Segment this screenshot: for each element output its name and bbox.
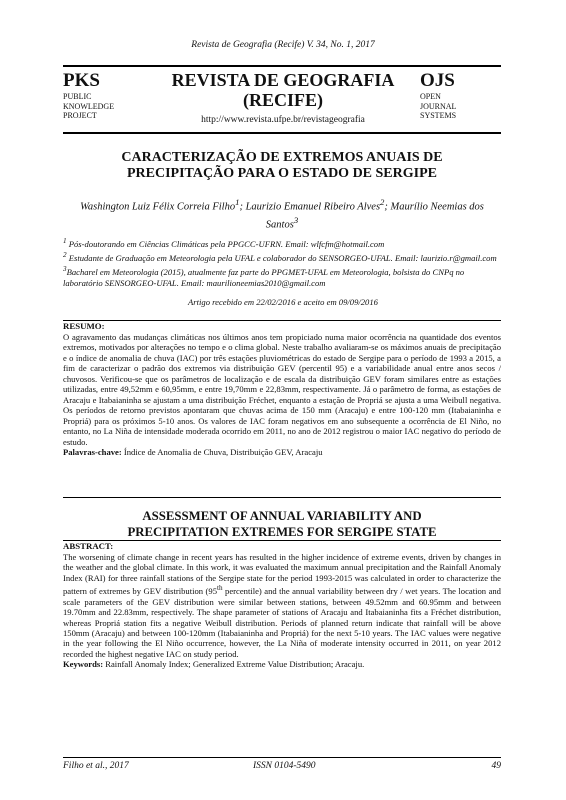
author-name: Maurílio Neemias dos Santos xyxy=(265,201,484,230)
article-title-pt-line2: PRECIPITAÇÃO PARA O ESTADO DE SERGIPE xyxy=(127,166,437,181)
masthead-top-rule xyxy=(63,65,501,67)
abstract-section xyxy=(63,540,501,670)
author-affil-sup: 1 xyxy=(235,197,240,207)
received-accepted-dates: Artigo recebido em 22/02/2016 e aceito em 09/09/2016 xyxy=(188,297,378,307)
journal-title-line2: (RECIFE) xyxy=(243,90,323,110)
affiliation-text: Pós-doutorando em Ciências Climáticas pela PPGCC-UFRN. Email: wlfcfm@hotmail.com xyxy=(66,238,385,249)
keywords-pt xyxy=(63,447,501,458)
resumo-bottom-rule xyxy=(63,497,501,498)
pks-logo xyxy=(63,70,114,121)
affiliation-item xyxy=(63,250,501,264)
journal-running-header: Revista de Geografia (Recife) V. 34, No. 1, 2017 xyxy=(191,40,375,50)
footer-issn: ISSN 0104-5490 xyxy=(253,761,316,771)
ojs-logo-line: SYSTEMS xyxy=(420,111,457,121)
affiliation-sup: 2 xyxy=(63,250,67,259)
ojs-logo-line: OPEN xyxy=(420,92,441,101)
footer-citation: Filho et al., 2017 xyxy=(63,761,129,771)
affiliation-item xyxy=(63,236,501,250)
affiliation-item xyxy=(63,264,501,289)
footer-rule xyxy=(63,757,501,758)
affiliation-sup: 1 xyxy=(63,237,67,245)
author-affil-sup: 2 xyxy=(380,197,385,207)
pks-logo-line: PUBLIC xyxy=(63,92,92,101)
keywords-en xyxy=(63,659,501,670)
abstract-ordinal-sup: th xyxy=(217,584,223,593)
author-separator: ; xyxy=(239,201,246,213)
masthead-bottom-rule xyxy=(63,132,501,134)
page-number: 49 xyxy=(491,761,501,771)
journal-url[interactable]: http://www.revista.ufpe.br/revistageografia xyxy=(201,115,365,125)
journal-masthead xyxy=(150,70,416,125)
abstract-text xyxy=(63,552,501,659)
pks-logo-mark: PKS xyxy=(63,70,100,91)
article-title-en-line1: ASSESSMENT OF ANNUAL VARIABILITY AND xyxy=(142,509,422,523)
abstract-text-part2: percentile) and the annual variability between dry / wet years. The location and scale parameters of the GEV distribution were similar between stations, between 49.52mm and 60.95mm and between 19.70mm and 22.83mm, respectively. The shape parameter of stations of Aracaju and Itabaianinha fits a Fréchet distribution, whereas Propriá station fits a negative Weibull distribution. Periods of planned return indicate that rainfall will be above 150mm (Aracaju) and between 100-120mm (Itabaianinha and Propriá) for the next 5-10 years. The IAC values were negative in the year following the El Niño occurrence, however, the La Niña of moderate intensity occurred in 2011, on year 2012 recorded the highest negative IAC on study period. xyxy=(63,586,501,659)
author-separator: ; xyxy=(384,201,391,213)
keywords-en-text: Rainfall Anomaly Index; Generalized Extreme Value Distribution; Aracaju. xyxy=(103,659,365,670)
resumo-heading: RESUMO: xyxy=(63,321,105,331)
keywords-en-label: Keywords: xyxy=(63,659,104,670)
ojs-logo xyxy=(420,70,456,121)
article-title-pt xyxy=(63,150,501,182)
article-title-en-line2: PRECIPITATION EXTREMES FOR SERGIPE STATE xyxy=(127,525,437,539)
affiliation-sup: 3 xyxy=(63,264,67,273)
ojs-logo-mark: OJS xyxy=(420,70,455,91)
resumo-text: O agravamento das mudanças climáticas nos últimos anos tem propiciado numa maior ocorrência na quantidade dos eventos extremos, motivados por alterações no tempo e o clima global. Neste trabalho avaliaram-se os máximos anuais de precipitação e o índice de anomalia de chuva (IAC) por três estações pluviométricas do estado de Sergipe para o período de 1993 a 2015, a fim de caracterizar o padrão dos extremos via distribuição GEV (percentil 95) e a variabilidade anual entre anos secos / chuvosos. Verificou-se que os parâmetros de localização e de escala da distribuição GEV foram similares entre as estações utilizadas, entre 49,52mm e 60,95mm, e entre 19,70mm e 22,83mm, respectivamente. Já o parâmetro de forma, as estações de Aracaju e Itabaianinha se ajustam a uma distribuição Fréchet, enquanto a estação de Propriá se ajusta a uma Weibull negativa. Os períodos de retorno previstos apontaram que chuvas acima de 150 mm (Aracaju) e entre 100-120 mm (Itabaianinha e Propriá) para os próximos 5-10 anos. Os valores de IAC foram negativos em ano subsequente a ocorrência de El Niño, no entanto, no La Niña de intensidade moderada ocorrido em 2011, no ano de 2012 registrou o maior IAC negativo do período de estudo. xyxy=(63,332,501,447)
affiliation-text: Estudante de Graduação em Meteorologia pela UFAL e colaborador do SENSORGEO-UFAL. Email: laurizio.r@gmail.com xyxy=(66,252,497,263)
resumo-section xyxy=(63,320,501,457)
author-list xyxy=(80,196,484,231)
pks-logo-line: KNOWLEDGE xyxy=(63,101,115,111)
author-name: Laurizio Emanuel Ribeiro Alves xyxy=(245,201,381,213)
ojs-logo-line: JOURNAL xyxy=(420,101,457,111)
article-title-pt-line1: CARACTERIZAÇÃO DE EXTREMOS ANUAIS DE xyxy=(121,150,443,165)
keywords-pt-text: Índice de Anomalia de Chuva, Distribuição GEV, Aracaju xyxy=(121,446,323,457)
abstract-text-part1: The worsening of climate change in recent years has resulted in the higher incidence of extreme events, driven by changes in the weather and the global climate. In this work, it was evaluated the maximum annual precipitation and the Rainfall Anomaly Index (RAI) for three rainfall stations of the Sergipe state for the period 1993-2015 was calculated in order to characterize the pattern of extremes by GEV distribution (95 xyxy=(63,552,501,597)
abstract-heading: ABSTRACT: xyxy=(63,541,114,551)
affiliation-text: Bacharel em Meteorologia (2015), atualmente faz parte do PPGMET-UFAL em Meteorologia, bolsista do CNPq no laboratório SENSORGEO-UFAL. Email: maurilioneemias2010@gmail.com xyxy=(63,266,465,288)
journal-title-line1: REVISTA DE GEOGRAFIA xyxy=(171,70,395,90)
keywords-pt-label: Palavras-chave: xyxy=(63,446,122,457)
article-title-en xyxy=(63,508,501,540)
pks-logo-line: PROJECT xyxy=(63,111,97,121)
author-name: Washington Luiz Félix Correia Filho xyxy=(80,201,236,213)
author-affil-sup: 3 xyxy=(293,214,299,225)
affiliations xyxy=(63,236,501,289)
